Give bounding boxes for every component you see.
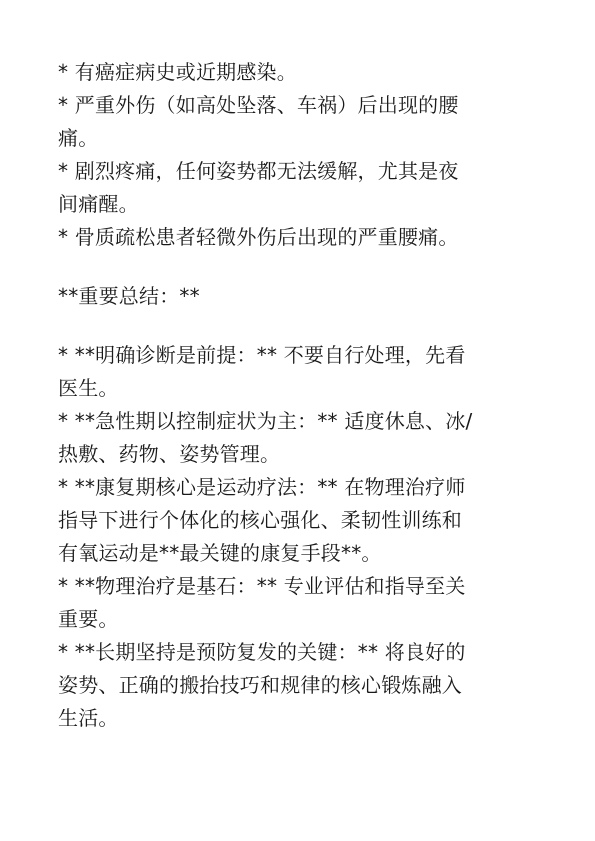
text-line: * **长期坚持是预防复发的关键：** 将良好的 <box>58 640 466 664</box>
text-line: * **物理治疗是基石：** 专业评估和指导至关 <box>58 574 466 598</box>
text-line: 间痛醒。 <box>58 192 139 216</box>
text-line: 重要。 <box>58 607 119 631</box>
text-line: * **明确诊断是前提：** 不要自行处理，先看 <box>58 343 466 367</box>
blank-line <box>58 313 537 339</box>
text-line: * 骨质疏松患者轻微外伤后出现的严重腰痛。 <box>58 225 459 249</box>
blank-line <box>58 254 537 280</box>
text-line: * 有癌症病史或近期感染。 <box>58 60 297 84</box>
text-line: 热敷、药物、姿势管理。 <box>58 442 281 466</box>
text-line: 姿势、正确的搬抬技巧和规律的核心锻炼融入 <box>58 673 462 697</box>
text-line: 医生。 <box>58 376 119 400</box>
text-line: * **康复期核心是运动疗法：** 在物理治疗师 <box>58 475 466 499</box>
text-line: 指导下进行个体化的核心强化、柔韧性训练和 <box>58 508 462 532</box>
text-line: * 剧烈疼痛，任何姿势都无法缓解，尤其是夜 <box>58 159 459 183</box>
text-line: 有氧运动是**最关键的康复手段**。 <box>58 541 382 565</box>
text-line: * **急性期以控制症状为主：** 适度休息、冰/ <box>58 409 473 433</box>
section-heading: **重要总结：** <box>58 284 200 308</box>
text-line: 生活。 <box>58 706 119 730</box>
text-line: * 严重外伤（如高处坠落、车祸）后出现的腰 <box>58 93 459 117</box>
text-line: 痛。 <box>58 126 99 150</box>
